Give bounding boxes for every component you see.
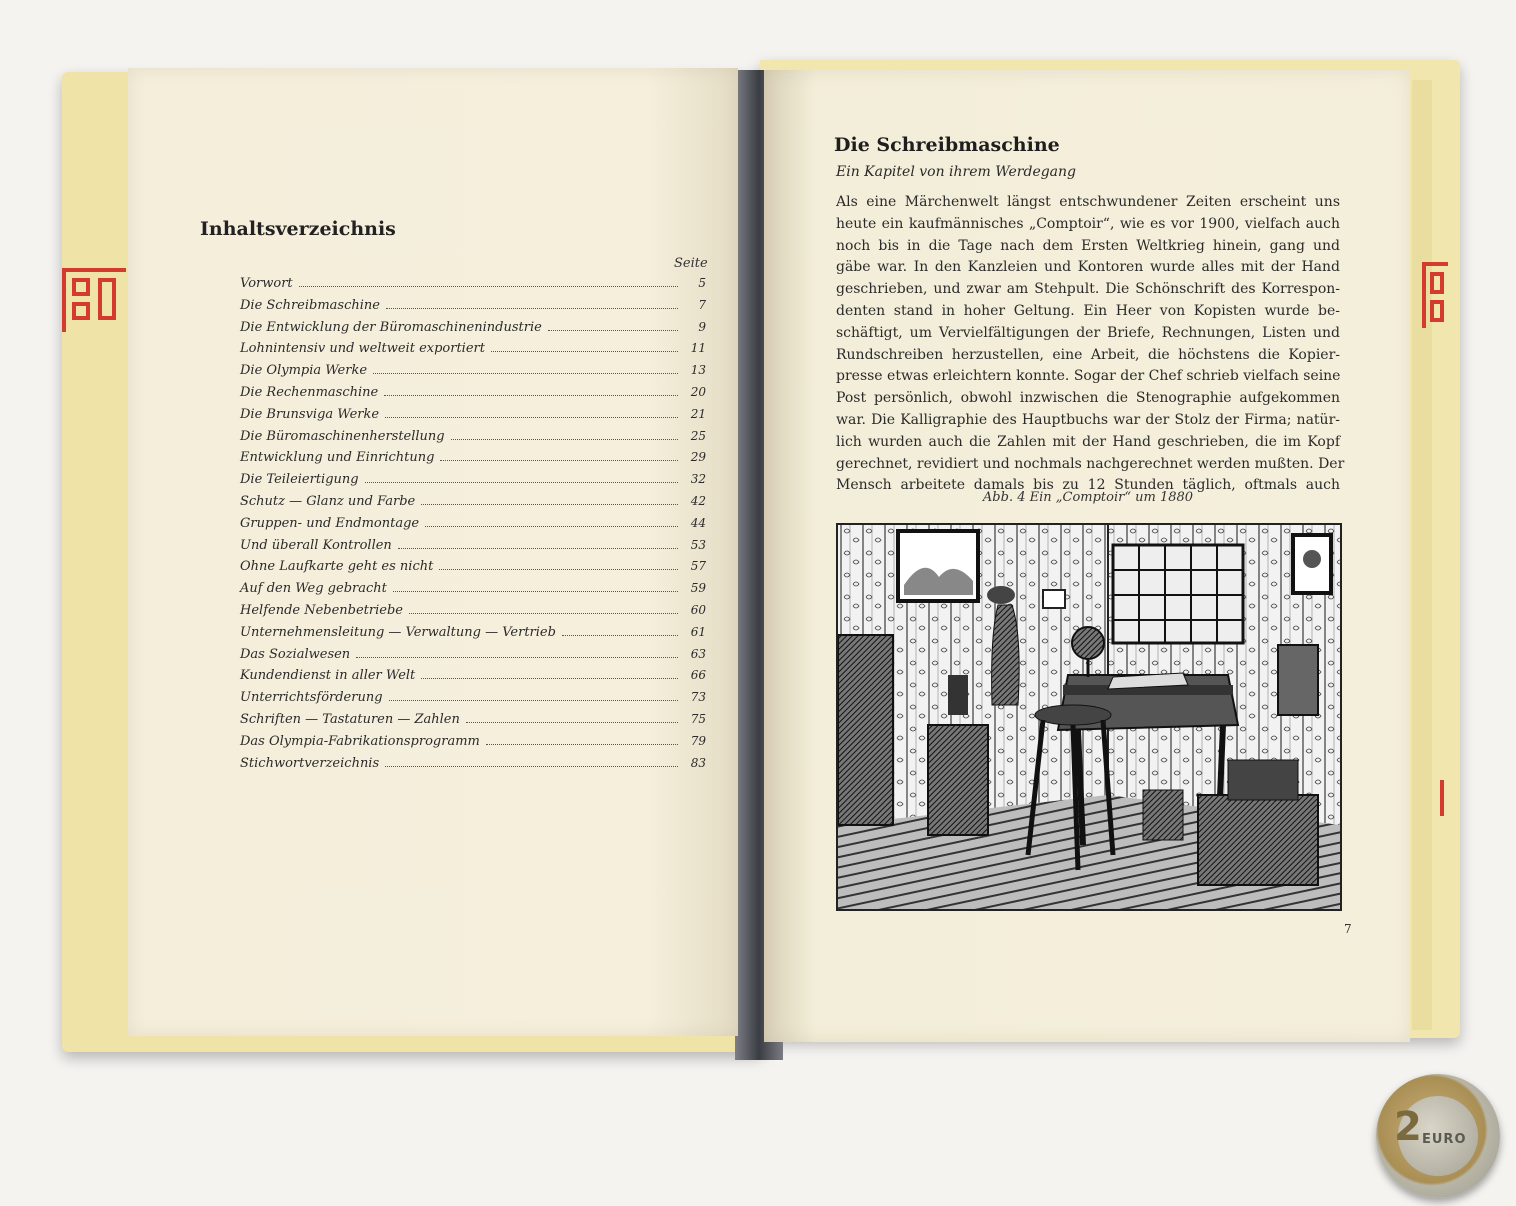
- toc-leader-dots: [386, 308, 678, 309]
- toc-entry-page: 29: [690, 450, 706, 465]
- toc-entry: [240, 429, 706, 451]
- coin-value: 2: [1394, 1104, 1422, 1150]
- body-text-line: noch bis in die Tage nach dem Ersten Weltkrieg hinein, gang und: [836, 237, 1340, 254]
- toc-leader-dots: [384, 395, 678, 396]
- toc-entry: [240, 385, 706, 407]
- comptoir-illustration: [836, 523, 1342, 911]
- toc-entry: [240, 603, 706, 625]
- toc-entry-title: Schriften — Tastaturen — Zahlen: [240, 711, 460, 727]
- body-text-line: heute ein kaufmännisches „Comptoir“, wie es vor 1900, vielfach auch: [836, 215, 1340, 232]
- toc-leader-dots: [385, 766, 678, 767]
- toc-entry-page: 83: [690, 755, 706, 770]
- toc-entry-title: Und überall Kontrollen: [240, 537, 392, 553]
- toc-entry-page: 63: [690, 646, 706, 661]
- toc-entry-page: 7: [698, 297, 706, 312]
- toc-entry-page: 13: [690, 363, 706, 378]
- toc-title: Inhaltsverzeichnis: [200, 218, 396, 240]
- toc-entry: [240, 581, 706, 603]
- toc-leader-dots: [393, 591, 678, 592]
- toc-entry-page: 32: [690, 472, 706, 487]
- page-number: 7: [1344, 922, 1352, 936]
- toc-entry-page: 60: [690, 602, 706, 617]
- toc-entry: [240, 363, 706, 385]
- toc-entry: [240, 668, 706, 690]
- toc-entry: [240, 756, 706, 778]
- toc-entry: [240, 516, 706, 538]
- toc-entry: [240, 647, 706, 669]
- toc-leader-dots: [385, 417, 678, 418]
- toc-entry: [240, 538, 706, 560]
- toc-leader-dots: [299, 286, 678, 287]
- toc-entry: [240, 625, 706, 647]
- toc-leader-dots: [439, 569, 678, 570]
- toc-leader-dots: [451, 439, 678, 440]
- body-text-line: lich wurden auch die Zahlen mit der Hand geschrieben, die im Kopf: [836, 433, 1340, 450]
- toc-entry-title: Entwicklung und Einrichtung: [240, 450, 435, 466]
- body-text-line: war. Die Kalligraphie des Hauptbuchs war der Stolz der Firma; natür-: [836, 411, 1340, 428]
- comptoir-engraving: [838, 525, 1340, 909]
- toc-entry-page: 73: [690, 690, 706, 705]
- toc-leader-dots: [373, 373, 678, 374]
- toc-entry: [240, 559, 706, 581]
- toc-entry-title: Das Sozialwesen: [240, 646, 351, 662]
- body-text-line: Post persönlich, obwohl inzwischen die Stenographie aufgekommen: [836, 390, 1340, 407]
- toc-leader-dots: [440, 460, 678, 461]
- toc-entry-page: 21: [690, 406, 706, 421]
- toc-entry-page: 57: [690, 559, 706, 574]
- toc-entry: [240, 494, 706, 516]
- toc-entry-page: 66: [690, 668, 706, 683]
- body-text-line: denten stand in hoher Geltung. Ein Heer von Kopisten wurde be-: [836, 302, 1340, 319]
- toc-entry: [240, 276, 706, 298]
- toc-entry-page: 11: [690, 341, 706, 356]
- toc-entry-title: Auf den Weg gebracht: [240, 581, 387, 597]
- body-text-line: geschrieben, und zwar am Stehpult. Die Schönschrift des Korrespon-: [836, 281, 1340, 298]
- coin-unit: EURO: [1422, 1132, 1467, 1147]
- toc-leader-dots: [425, 526, 678, 527]
- chapter-subtitle: Ein Kapitel von ihrem Werdegang: [836, 164, 1077, 180]
- toc-entry-title: Die Teileiertigung: [240, 472, 359, 488]
- toc-entry: [240, 407, 706, 429]
- toc-entry: [240, 298, 706, 320]
- toc-entry-page: 25: [690, 428, 706, 443]
- toc-entry-title: Kundendienst in aller Welt: [240, 668, 416, 684]
- toc-entry-title: Stichwortverzeichnis: [240, 755, 380, 771]
- toc-entry-title: Die Entwicklung der Büromaschinenindustrie: [240, 319, 542, 335]
- toc-entry: [240, 690, 706, 712]
- toc-entry-page: 61: [690, 624, 706, 639]
- toc-list: [240, 276, 706, 777]
- toc-entry-page: 20: [690, 384, 706, 399]
- toc-entry-page: 42: [690, 493, 706, 508]
- toc-entry-title: Gruppen- und Endmontage: [240, 515, 420, 531]
- body-text-line: Rundschreiben herzustellen, eine Arbeit, die höchstens die Kopier-: [836, 346, 1340, 363]
- toc-entry: [240, 712, 706, 734]
- body-text-line: gerechnet, revidiert und nochmals nachgerechnet werden mußten. Der: [836, 455, 1345, 472]
- toc-entry-page: 79: [690, 733, 706, 748]
- toc-leader-dots: [356, 657, 678, 658]
- toc-entry-page: 75: [690, 711, 706, 726]
- toc-entry: [240, 341, 706, 363]
- toc-leader-dots: [486, 744, 678, 745]
- toc-leader-dots: [491, 351, 678, 352]
- toc-entry-title: Das Olympia-Fabrikationsprogramm: [240, 733, 480, 749]
- toc-entry-title: Schutz — Glanz und Farbe: [240, 493, 416, 509]
- toc-entry-title: Lohnintensiv und weltweit exportiert: [240, 341, 485, 357]
- toc-entry-title: Helfende Nebenbetriebe: [240, 602, 403, 618]
- toc-leader-dots: [466, 722, 678, 723]
- toc-leader-dots: [421, 504, 678, 505]
- toc-entry-page: 9: [698, 319, 706, 334]
- toc-leader-dots: [365, 482, 678, 483]
- toc-entry: [240, 734, 706, 756]
- toc-entry: [240, 450, 706, 472]
- chapter-title: Die Schreibmaschine: [834, 134, 1060, 156]
- toc-entry-page: 59: [690, 581, 706, 596]
- book-cover-edge: [1412, 80, 1432, 1030]
- body-text-line: Mensch arbeitete damals bis zu 12 Stunden täglich, oftmals auch: [836, 477, 1340, 494]
- toc-leader-dots: [398, 548, 678, 549]
- toc-entry-title: Ohne Laufkarte geht es nicht: [240, 559, 434, 575]
- two-euro-coin: [1376, 1074, 1500, 1198]
- toc-leader-dots: [409, 613, 678, 614]
- toc-entry-title: Die Brunsviga Werke: [240, 406, 380, 422]
- toc-entry-title: Die Olympia Werke: [240, 363, 368, 379]
- body-text-line: gäbe war. In den Kanzleien und Kontoren wurde alles mit der Hand: [836, 259, 1340, 276]
- toc-page-column-label: Seite: [674, 256, 708, 271]
- toc-entry-title: Die Rechenmaschine: [240, 384, 379, 400]
- toc-entry-page: 44: [690, 515, 706, 530]
- body-text-line: schäftigt, um Vervielfältigungen der Briefe, Rechnungen, Listen und: [836, 324, 1340, 341]
- toc-leader-dots: [421, 678, 678, 679]
- toc-leader-dots: [548, 330, 678, 331]
- toc-entry-page: 53: [690, 537, 706, 552]
- toc-entry: [240, 472, 706, 494]
- figure-caption: Abb. 4 Ein „Comptoir“ um 1880: [982, 490, 1194, 505]
- toc-entry-title: Unternehmensleitung — Verwaltung — Vertrieb: [240, 624, 556, 640]
- chapter-body: [836, 192, 1345, 497]
- toc-entry-title: Die Schreibmaschine: [240, 297, 380, 313]
- toc-leader-dots: [562, 635, 678, 636]
- toc-entry-page: 5: [698, 276, 706, 290]
- toc-leader-dots: [389, 700, 678, 701]
- body-text-line: Als eine Märchenwelt längst entschwundener Zeiten erscheint uns: [836, 194, 1340, 210]
- toc-entry-title: Vorwort: [240, 276, 293, 291]
- toc-entry-title: Die Büromaschinenherstellung: [240, 428, 445, 444]
- body-text-line: presse etwas erleichtern konnte. Sogar der Chef schrieb vielfach seine: [836, 368, 1341, 385]
- toc-entry-title: Unterrichtsförderung: [240, 690, 383, 706]
- toc-entry: [240, 320, 706, 342]
